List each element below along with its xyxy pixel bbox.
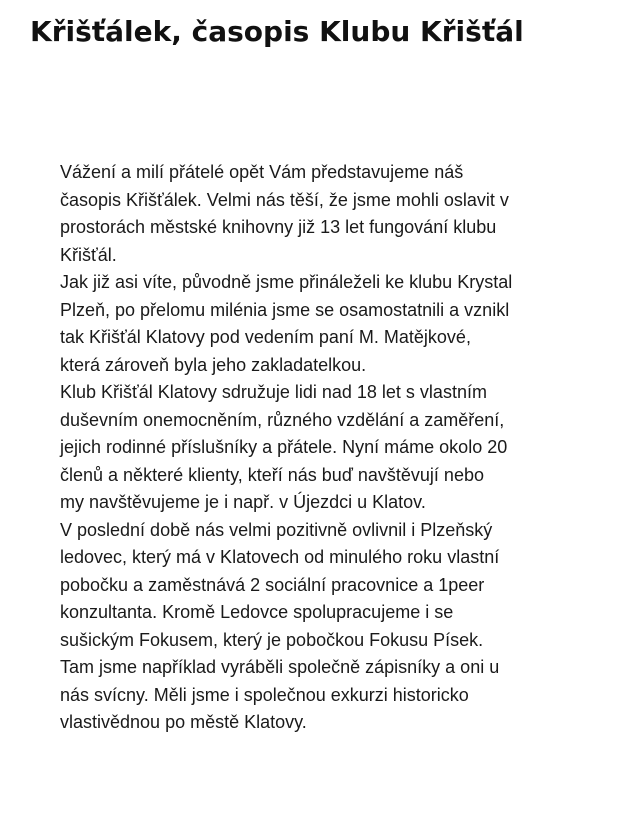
text-line: sušickým Fokusem, který je pobočkou Fokusu Písek. (60, 629, 484, 650)
text-line: Klub Křišťál Klatovy sdružuje lidi nad 18 let s vlastním (60, 382, 487, 402)
text-line: tak Křišťál Klatovy pod vedením paní M. Matějkové, (60, 327, 471, 347)
text-line: konzultanta. Kromě Ledovce spolupracujeme i se (60, 602, 454, 622)
text-line: vlastivědnou po městě Klatovy. (60, 712, 307, 732)
text-line: duševním onemocněním, různého vzdělání a zaměření, (60, 409, 505, 430)
page-title: Křišťálek, časopis Klubu Křišťál (30, 15, 524, 48)
text-line: Plzeň, po přelomu milénia jsme se osamostatnili a vznikl (60, 299, 510, 320)
text-line: ledovec, který má v Klatovech od minulého roku vlastní (60, 547, 500, 567)
text-line: členů a některé klienty, kteří nás buď navštěvují nebo (60, 464, 484, 485)
text-line: časopis Křišťálek. Velmi nás těší, že jsme mohli oslavit v (60, 189, 509, 210)
article-body (60, 159, 630, 737)
text-line: pobočku a zaměstnává 2 sociální pracovnice a 1peer (60, 574, 485, 595)
text-line: jejich rodinné příslušníky a přátele. Nyní máme okolo 20 (60, 437, 508, 457)
text-line: prostorách městské knihovny již 13 let fungování klubu (60, 217, 497, 237)
text-line: nás svícny. Měli jsme i společnou exkurzi historicko (60, 684, 469, 705)
text-line: Tam jsme například vyráběli společně zápisníky a oni u (60, 657, 500, 677)
text-line: Vážení a milí přátelé opět Vám představujeme náš (60, 162, 464, 182)
text-line: my navštěvujeme je i např. v Újezdci u Klatov. (60, 492, 426, 512)
text-line: V poslední době nás velmi pozitivně ovlivnil i Plzeňský (60, 519, 493, 540)
text-line: Křišťál. (60, 244, 117, 265)
text-line: která zároveň byla jeho zakladatelkou. (60, 354, 367, 375)
text-line: Jak již asi víte, původně jsme přináleželi ke klubu Krystal (60, 272, 513, 292)
